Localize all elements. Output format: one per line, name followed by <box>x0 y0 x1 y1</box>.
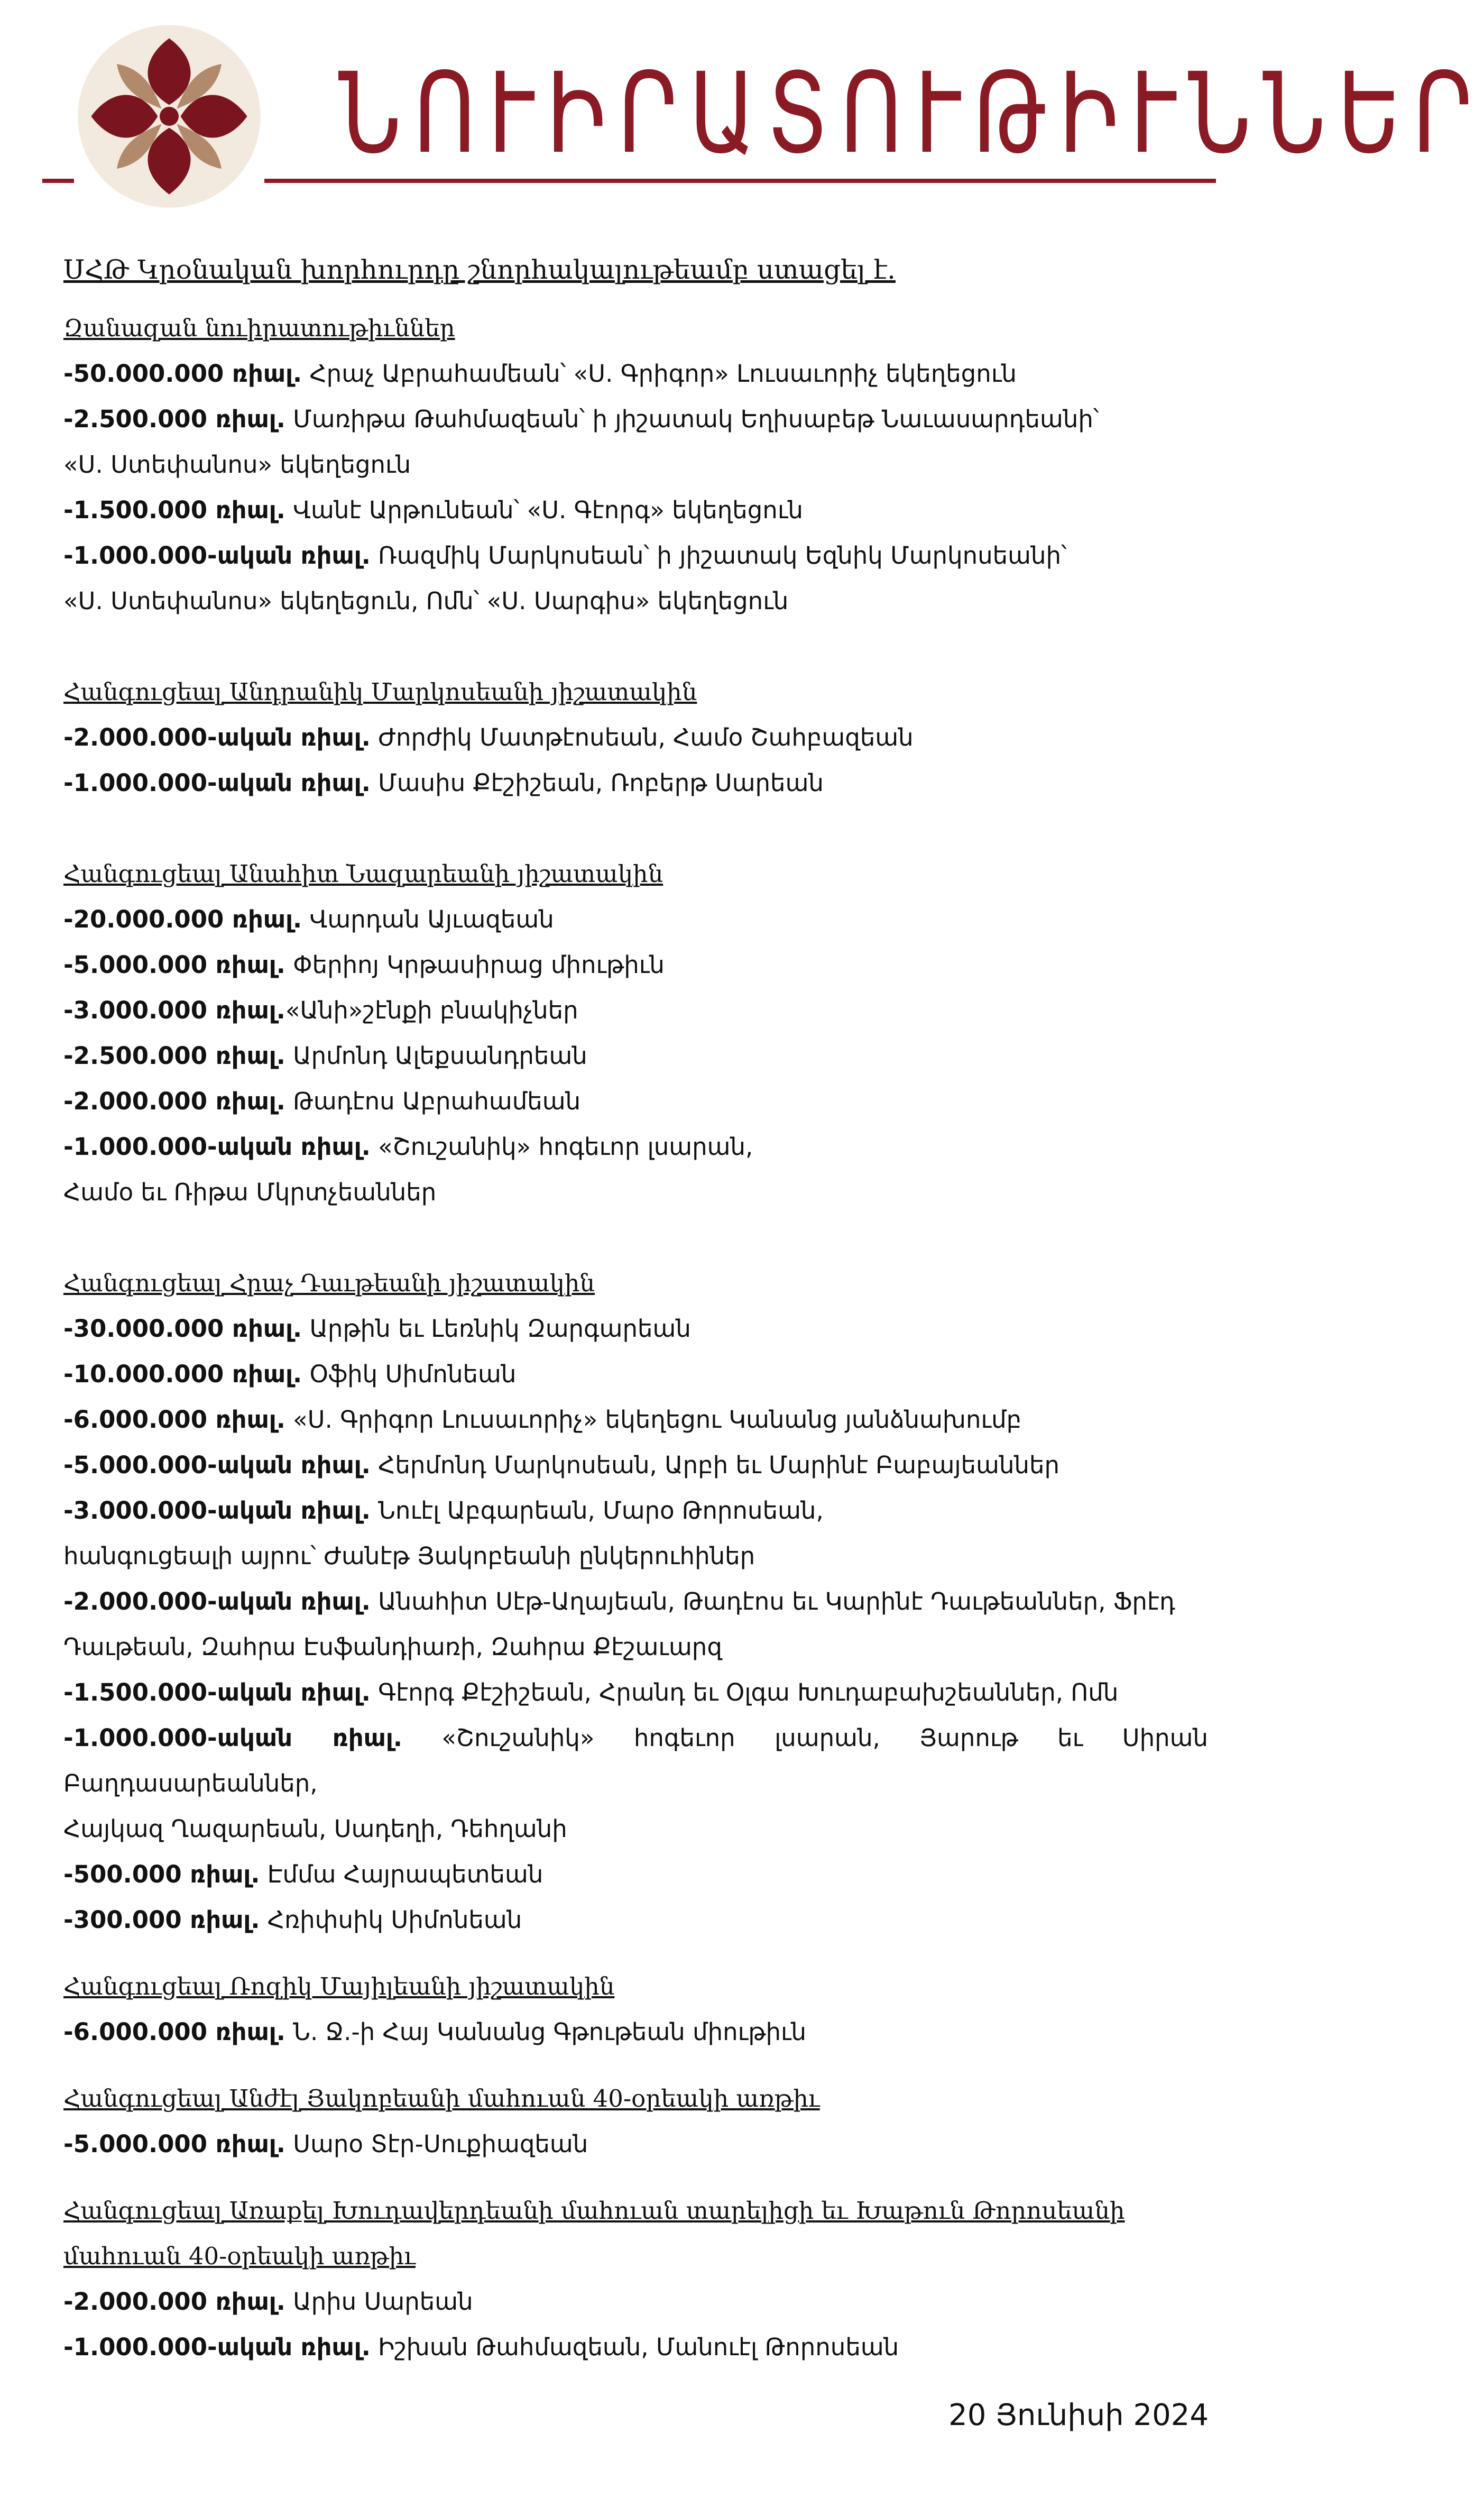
donor-text: Մառիթա Թահմազեան՝ ի յիշատակ Եղիսաբեթ Նաւասարդեանի՝ <box>285 405 1099 433</box>
donation-amount: -5.000.000-ական ռիալ. <box>63 1451 371 1479</box>
donation-amount: -50.000.000 ռիալ. <box>63 360 302 388</box>
donation-line <box>63 1488 1208 1533</box>
donation-amount: -20.000.000 ռիալ. <box>63 905 302 933</box>
donation-line <box>63 488 1208 533</box>
donation-amount: -2.000.000 ռիալ. <box>63 2288 285 2316</box>
donor-text: «Շուշանիկ» հոգեւոր լսարան, <box>370 1133 753 1161</box>
donation-line <box>63 1715 1208 1806</box>
donation-line <box>63 2009 1208 2055</box>
intro-line: ՍՀԹ Կրօնական խորհուրդը շնորհակալութեամբ ստացել է. <box>63 254 896 285</box>
donor-text: Հռիփսիկ Սիմոնեան <box>260 1906 522 1934</box>
donor-text: հանգուցեալի այրու՝ Ժանէթ Յակոբեանի ընկերուհիներ <box>63 1542 755 1570</box>
donor-text: Գէորգ Քէշիշեան, Հրանդ եւ Օլգա Խուդաբախշեաններ, Ոմն <box>370 1678 1119 1706</box>
donation-amount: -1.000.000-ական ռիալ. <box>63 1133 371 1161</box>
donations-list <box>63 249 1208 2370</box>
section-spacer <box>63 624 1208 669</box>
donor-text: Իշխան Թահմազեան, Մանուէլ Թորոսեան <box>370 2333 899 2361</box>
donor-text: Նուէլ Աբգարեան, Մարօ Թորոսեան, <box>370 1496 824 1524</box>
donation-line <box>63 351 1208 397</box>
section-heading: Հանգուցեալ Ռոզիկ Մայիլեանի յիշատակին <box>63 1972 615 2000</box>
donation-line <box>63 1397 1208 1443</box>
donor-text: Թադէոս Աբրահամեան <box>285 1087 581 1115</box>
donor-text: «Ս. Ստեփանոս» եկեղեցուն <box>63 451 411 479</box>
donation-line <box>63 897 1208 942</box>
donation-amount: -1.000.000-ական ռիալ. <box>63 769 371 797</box>
donation-line <box>63 1170 1208 1215</box>
donor-text: «Ս. Գրիգոր Լուսաւորիչ» եկեղեցու Կանանց յանձնախումբ <box>285 1406 1022 1434</box>
donation-line <box>63 760 1208 806</box>
donation-line <box>63 1806 1208 1852</box>
section-spacer <box>63 1943 1208 1964</box>
page-title: ՆՈՒԻՐԱՏՈՒԹԻՒՆՆԵՐ <box>338 49 1484 178</box>
donor-text: Արմոնդ Ալեքսանդրեան <box>285 1042 587 1070</box>
section-heading: Հանգուցեալ Անահիտ Նազարեանի յիշատակին <box>63 860 663 888</box>
donation-amount: -2.000.000-ական ռիալ. <box>63 723 371 751</box>
donation-amount: -5.000.000 ռիալ. <box>63 2130 285 2158</box>
sections-container <box>63 306 1208 2370</box>
donation-line <box>63 988 1208 1033</box>
donor-text: Էմմա Հայրապետեան <box>260 1860 543 1888</box>
donor-text: Դաւթեան, Զահրա Էսֆանդիառի, Զահրա Քէշաւարզ <box>63 1633 722 1661</box>
section-heading: Հանգուցեալ Անժէլ Յակոբեանի մահուան 40-օրեակի առթիւ <box>63 2084 820 2113</box>
donation-amount: -300.000 ռիալ. <box>63 1906 260 1934</box>
donor-text: Հայկազ Ղազարեան, Սադեղի, Դեհղանի <box>63 1815 567 1843</box>
section-heading: Հանգուցեալ Հրաչ Դաւթեանի յիշատակին <box>63 1269 595 1297</box>
donation-line <box>63 578 1208 624</box>
donation-amount: -1.000.000-ական ռիալ. <box>63 541 371 570</box>
section-heading: Հանգուցեալ Անդրանիկ Մարկոսեանի յիշատակին <box>63 678 697 706</box>
donation-line <box>63 1352 1208 1397</box>
donation-amount: -10.000.000 ռիալ. <box>63 1360 302 1388</box>
donation-amount: -2.500.000 ռիալ. <box>63 1042 285 1070</box>
donor-text: Սարօ Տէր-Սուքիազեան <box>285 2130 588 2158</box>
donation-line <box>63 1579 1208 1624</box>
donation-amount: -2.500.000 ռիալ. <box>63 405 285 433</box>
donation-amount: -1.500.000-ական ռիալ. <box>63 1678 371 1706</box>
donor-text: Վարդան Այւազեան <box>302 905 554 933</box>
donor-text: Հերմոնդ Մարկոսեան, Արբի եւ Մարինէ Բաբայեաններ <box>370 1451 1060 1479</box>
donation-amount: -30.000.000 ռիալ. <box>63 1315 302 1343</box>
donation-amount: -500.000 ռիալ. <box>63 1860 260 1888</box>
publication-date: 20 Յունիսի 2024 <box>948 2398 1209 2432</box>
title-rule-left <box>42 179 74 183</box>
donation-line <box>63 2122 1208 2167</box>
donor-text: Ն. Ջ.-ի Հայ Կանանց Գթութեան միութիւն <box>285 2018 807 2046</box>
donor-text: Ժորժիկ Մատթէոսեան, Համօ Շահբազեան <box>370 723 914 751</box>
donation-amount: -3.000.000 ռիալ. <box>63 996 285 1024</box>
page-header <box>0 0 1484 233</box>
donor-text: «Շուշանիկ» հոգեւոր լսարան, Յարութ եւ Սիրան Բաղդասարեաններ, <box>63 1724 1208 1797</box>
donor-text: «Ս. Ստեփանոս» եկեղեցուն, Ոմն՝ «Ս. Սարգիս» եկեղեցուն <box>63 587 789 615</box>
donor-text: Համօ եւ Ռիթա Մկրտչեաններ <box>63 1178 437 1206</box>
donation-line <box>63 1533 1208 1579</box>
donor-text: Վանէ Արթունեան՝ «Ս. Գէորգ» եկեղեցուն <box>285 496 803 524</box>
donation-amount: -6.000.000 ռիալ. <box>63 1406 285 1434</box>
donation-line <box>63 942 1208 988</box>
ornament-logo-icon <box>74 21 264 212</box>
donation-line <box>63 1079 1208 1124</box>
section-spacer <box>63 1215 1208 1261</box>
donor-text: Ռազմիկ Մարկոսեան՝ ի յիշատակ Եզնիկ Մարկոսեանի՝ <box>370 541 1067 570</box>
donation-line <box>63 715 1208 760</box>
donation-line <box>63 1624 1208 1670</box>
donor-text: Արիս Սարեան <box>285 2288 473 2316</box>
donor-text: Արթին եւ Լեռնիկ Զարգարեան <box>302 1315 691 1343</box>
donor-text: Անահիտ Սէթ-Աղայեան, Թադէոս եւ Կարինէ Դաւթեաններ, Ֆրէդ <box>370 1587 1175 1615</box>
donation-line <box>63 1670 1208 1715</box>
donor-text: Մասիս Քէշիշեան, Ռոբերթ Սարեան <box>370 769 824 797</box>
donation-amount: -3.000.000-ական ռիալ. <box>63 1496 371 1524</box>
donation-line <box>63 1443 1208 1488</box>
donation-line <box>63 1033 1208 1079</box>
donation-amount: -5.000.000 ռիալ. <box>63 951 285 979</box>
donor-text: Փերիոյ Կրթասիրաց միութիւն <box>285 951 665 979</box>
donation-line <box>63 397 1208 442</box>
donation-line <box>63 533 1208 578</box>
donation-line <box>63 442 1208 488</box>
section-spacer <box>63 2167 1208 2188</box>
donation-amount: -1.500.000 ռիալ. <box>63 496 285 524</box>
donation-amount: -6.000.000 ռիալ. <box>63 2018 285 2046</box>
donor-text: Հրաչ Աբրահամեան՝ «Ս. Գրիգոր» Լուսաւորիչ եկեղեցուն <box>302 360 1017 388</box>
donation-line <box>63 1897 1208 1943</box>
donor-text: «Անի»շէնքի բնակիչներ <box>285 996 578 1024</box>
section-heading: Զանազան նուիրատութիւններ <box>63 314 455 342</box>
section-spacer <box>63 806 1208 851</box>
section-heading: Հանգուցեալ Առաքել Խուդավերդեանի մահուան տարելիցի եւ Խաթուն Թորոսեանի մահուան 40-օրեակի առթիւ <box>63 2197 1125 2270</box>
donation-line <box>63 2279 1208 2325</box>
donation-line <box>63 1852 1208 1897</box>
title-rule-right <box>264 179 1216 183</box>
donor-text: Օֆիկ Սիմոնեան <box>302 1360 517 1388</box>
section-spacer <box>63 2055 1208 2076</box>
donation-amount: -2.000.000 ռիալ. <box>63 1087 285 1115</box>
donation-amount: -1.000.000-ական ռիալ. <box>63 2333 371 2361</box>
donation-line <box>63 1306 1208 1352</box>
donation-line <box>63 1124 1208 1170</box>
donation-amount: -1.000.000-ական ռիալ. <box>63 1724 402 1752</box>
donation-line <box>63 2325 1208 2370</box>
donation-amount: -2.000.000-ական ռիալ. <box>63 1587 371 1615</box>
